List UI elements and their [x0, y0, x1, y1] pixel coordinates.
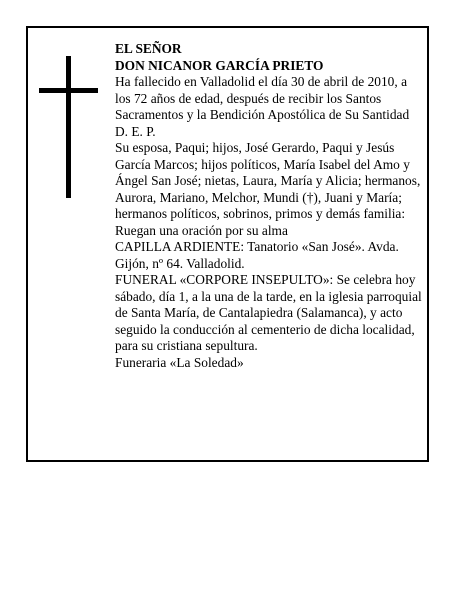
family-list: Su esposa, Paqui; hijos, José Gerardo, Paqui y Jesús García Marcos; hijos políticos, María Isabel del Amo y Ángel San José; nietas, Laura, María y Alicia; hermanos, Aurora, Mariano, Melchor, Mundi (†), Juani y María; hermanos políticos, sobrinos, primos y demás familia:	[115, 140, 421, 221]
prayer-request: Ruegan una oración por su alma	[115, 222, 288, 238]
cross-vertical-bar	[66, 56, 71, 198]
funeral-info: FUNERAL «CORPORE INSEPULTO»: Se celebra hoy sábado, día 1, a la una de la tarde, en la iglesia parroquial de Santa María, de Cantalapiedra (Salamanca), y acto seguido la conducción al cementerio de dicha localidad, para su cristiana sepultura.	[115, 272, 422, 353]
funeral-home: Funeraria «La Soledad»	[115, 354, 244, 370]
notice-body	[115, 41, 425, 371]
latin-cross-icon	[39, 56, 98, 198]
obituary-notice	[26, 26, 429, 462]
death-announcement: Ha fallecido en Valladolid el día 30 de abril de 2010, a los 72 años de edad, después de recibir los Santos Sacramentos y la Bendición Apostólica de Su Santidad D. E. P.	[115, 74, 410, 139]
chapel-info: CAPILLA ARDIENTE: Tanatorio «San José». Avda. Gijón, nº 64. Valladolid.	[115, 239, 399, 271]
deceased-name: DON NICANOR GARCÍA PRIETO	[115, 57, 324, 73]
notice-title-line-1: EL SEÑOR	[115, 41, 182, 56]
cross-horizontal-bar	[39, 88, 98, 93]
